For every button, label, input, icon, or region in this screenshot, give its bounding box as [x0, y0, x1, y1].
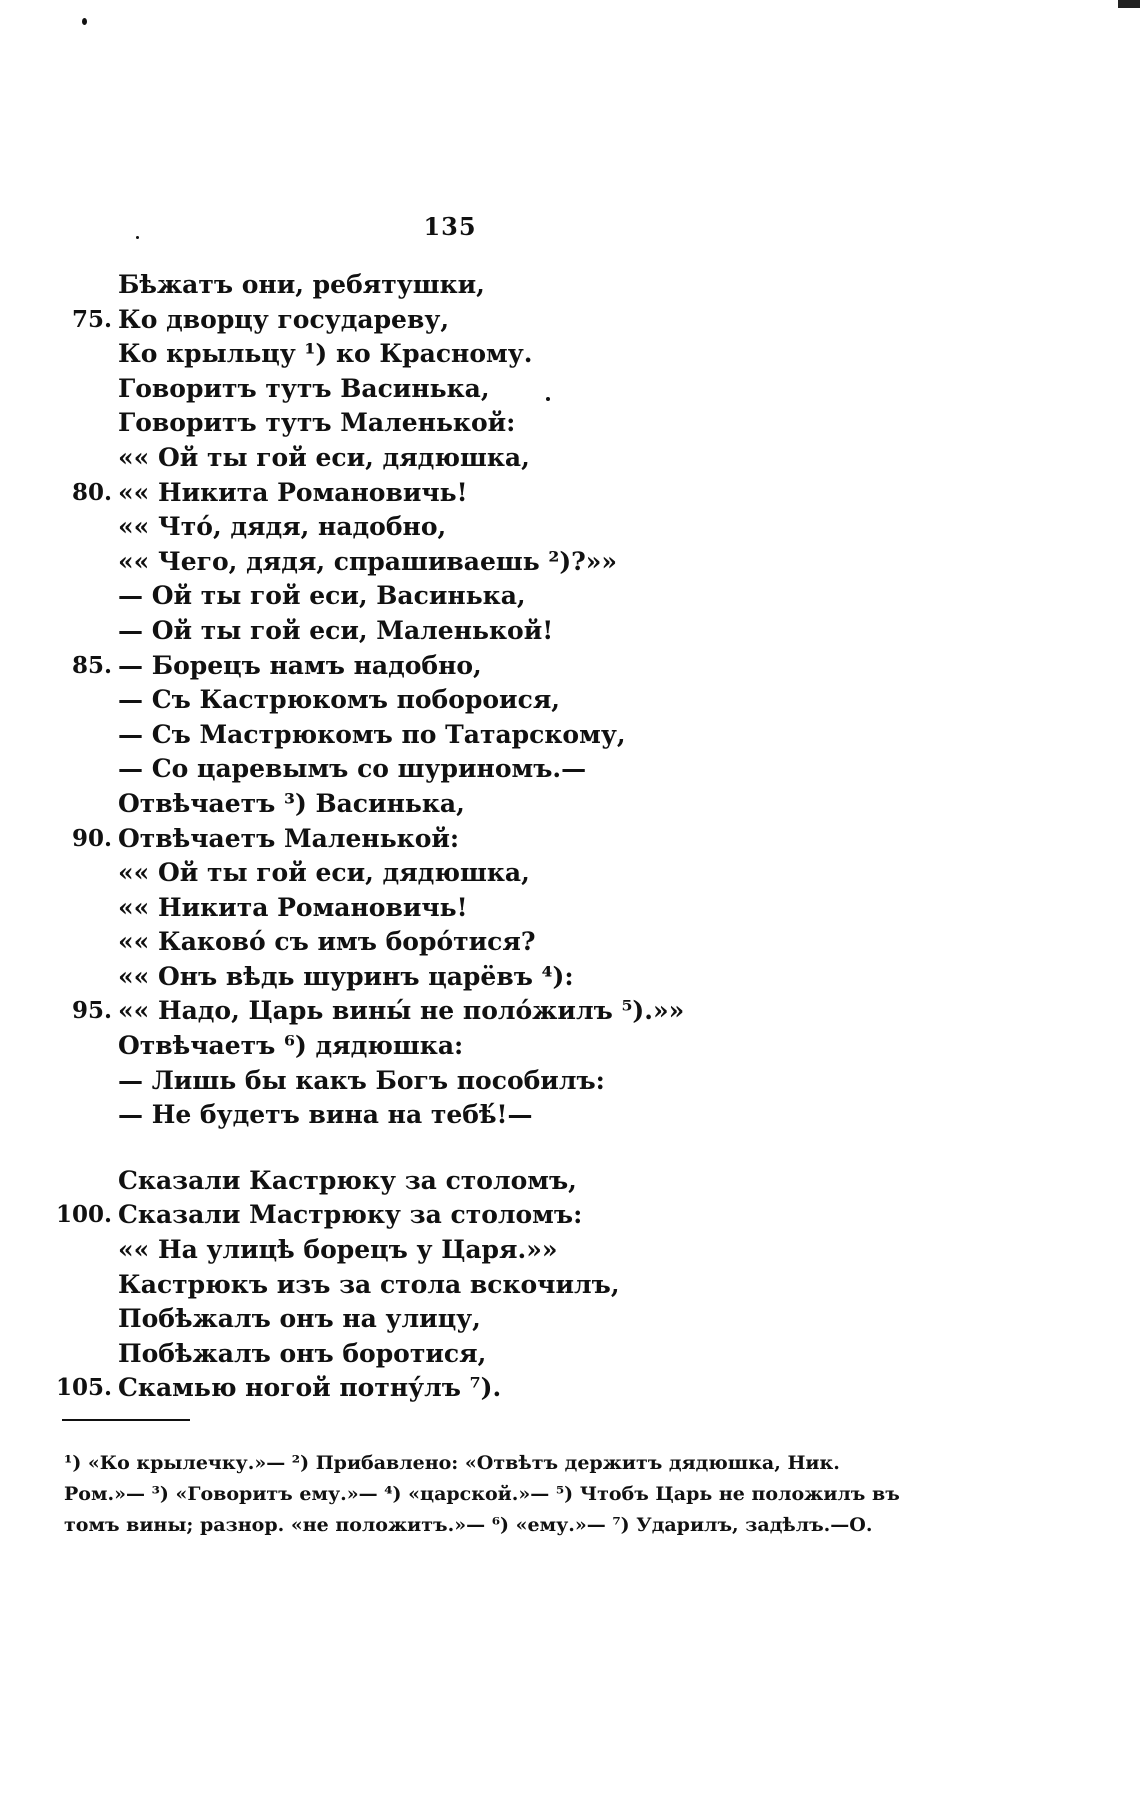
verse-number: 80. — [71, 478, 112, 506]
verse-line — [40, 579, 820, 614]
verse-line — [40, 891, 820, 926]
verse-line — [40, 752, 820, 787]
verse-line — [40, 1337, 820, 1372]
verse-line — [40, 476, 820, 511]
verse-text: Говоритъ тутъ Васинька, — [118, 373, 490, 403]
verse-text: «« Что́, дядя, надобно, — [118, 512, 447, 542]
verse-text: — Ой ты гой еси, Маленькой! — [118, 615, 554, 645]
verse-line — [40, 1268, 820, 1303]
verse-text: Сказали Мастрюку за столомъ: — [118, 1200, 583, 1230]
footnote-line: Ром.»— ³) «Говоритъ ему.»— ⁴) «царской.»— ⁵) Чтобъ Царь не положилъ въ — [64, 1483, 900, 1505]
verse-block — [40, 268, 820, 1406]
verse-line — [40, 960, 820, 995]
verse-text: Ко крыльцу ¹) ко Красному. — [118, 339, 533, 369]
verse-line — [40, 822, 820, 857]
verse-line — [40, 1371, 820, 1406]
verse-line — [40, 994, 820, 1029]
verse-line — [40, 406, 820, 441]
verse-text: Говоритъ тутъ Маленькой: — [118, 408, 516, 438]
verse-line — [40, 1198, 820, 1233]
verse-text: «« Никита Романовичь! — [118, 892, 468, 922]
verse-text: Ко дворцу государеву, — [118, 304, 450, 334]
verse-line — [40, 1064, 820, 1099]
verse-text: — Борецъ намъ надобно, — [118, 650, 482, 680]
footnote-rule — [62, 1419, 190, 1421]
verse-line — [40, 925, 820, 960]
verse-number: 95. — [71, 997, 112, 1025]
verse-text: Побѣжалъ онъ на улицу, — [118, 1304, 481, 1334]
verse-line — [40, 683, 820, 718]
verse-line — [40, 1164, 820, 1199]
verse-text: — Лишь бы какъ Богъ пособилъ: — [118, 1065, 605, 1095]
verse-text: — Со царевымъ со шуриномъ.— — [118, 754, 587, 784]
verse-line — [40, 268, 820, 303]
verse-text: Бѣжатъ они, ребятушки, — [118, 270, 485, 299]
verse-text: Скамью ногой потну́лъ ⁷). — [118, 1373, 502, 1403]
verse-line — [40, 614, 820, 649]
verse-line — [40, 372, 820, 407]
verse-number: 105. — [55, 1374, 112, 1402]
verse-line — [40, 856, 820, 891]
verse-text: — Ой ты гой еси, Васинька, — [118, 581, 526, 611]
verse-text: Сказали Кастрюку за столомъ, — [118, 1165, 577, 1195]
verse-text: Побѣжалъ онъ боротися, — [118, 1338, 487, 1368]
verse-number: 85. — [71, 651, 112, 679]
page-edge-mark — [1118, 0, 1140, 8]
verse-text: — Не будетъ вина на тебѣ́!— — [118, 1100, 533, 1130]
footnote-line: ¹) «Ко крылечку.»— ²) Прибавлено: «Отвѣтъ держитъ дядюшка, Ник. — [64, 1452, 840, 1474]
footnote-line: томъ вины; разнор. «не положитъ.»— ⁶) «ему.»— ⁷) Ударилъ, задѣлъ.—О. — [64, 1514, 873, 1536]
verse-text: «« Никита Романовичь! — [118, 477, 468, 507]
verse-text: «« Онъ вѣдь шуринъ царёвъ ⁴): — [118, 961, 574, 991]
verse-line — [40, 545, 820, 580]
verse-text: Кастрюкъ изъ за стола вскочилъ, — [118, 1269, 620, 1299]
stanza-gap — [40, 1133, 820, 1164]
verse-line — [40, 441, 820, 476]
verse-text: — Съ Кастрюкомъ побороися, — [118, 685, 560, 715]
verse-text: «« На улицѣ борецъ у Царя.»» — [118, 1235, 558, 1265]
verse-text: «« Ой ты гой еси, дядюшка, — [118, 858, 530, 888]
verse-line — [40, 718, 820, 753]
verse-number: 75. — [71, 305, 112, 333]
verse-text: «« Ой ты гой еси, дядюшка, — [118, 442, 530, 472]
verse-line — [40, 649, 820, 684]
verse-line — [40, 1302, 820, 1337]
verse-text: «« Чего, дядя, спрашиваешь ²)?»» — [118, 546, 618, 576]
page-number: 135 — [423, 212, 477, 241]
verse-text: «« Надо, Царь вины́ не поло́жилъ ⁵).»» — [118, 996, 685, 1026]
verse-text: — Съ Мастрюкомъ по Татарскому, — [118, 719, 626, 749]
verse-line — [40, 787, 820, 822]
verse-text: Отвѣчаетъ Маленькой: — [118, 823, 460, 853]
verse-line — [40, 510, 820, 545]
verse-line — [40, 1098, 820, 1133]
ink-speck — [82, 18, 87, 25]
verse-number: 100. — [55, 1201, 112, 1229]
verse-text: Отвѣчаетъ ⁶) дядюшка: — [118, 1031, 464, 1061]
stanza-1 — [40, 268, 820, 1133]
verse-line — [40, 1029, 820, 1064]
verse-line — [40, 303, 820, 338]
footnotes — [64, 1448, 900, 1541]
verse-line — [40, 1233, 820, 1268]
verse-text: Отвѣчаетъ ³) Васинька, — [118, 788, 465, 818]
stanza-2 — [40, 1164, 820, 1406]
verse-line — [40, 337, 820, 372]
verse-number: 90. — [71, 824, 112, 852]
verse-text: «« Каково́ съ имъ боро́тися? — [118, 927, 536, 957]
